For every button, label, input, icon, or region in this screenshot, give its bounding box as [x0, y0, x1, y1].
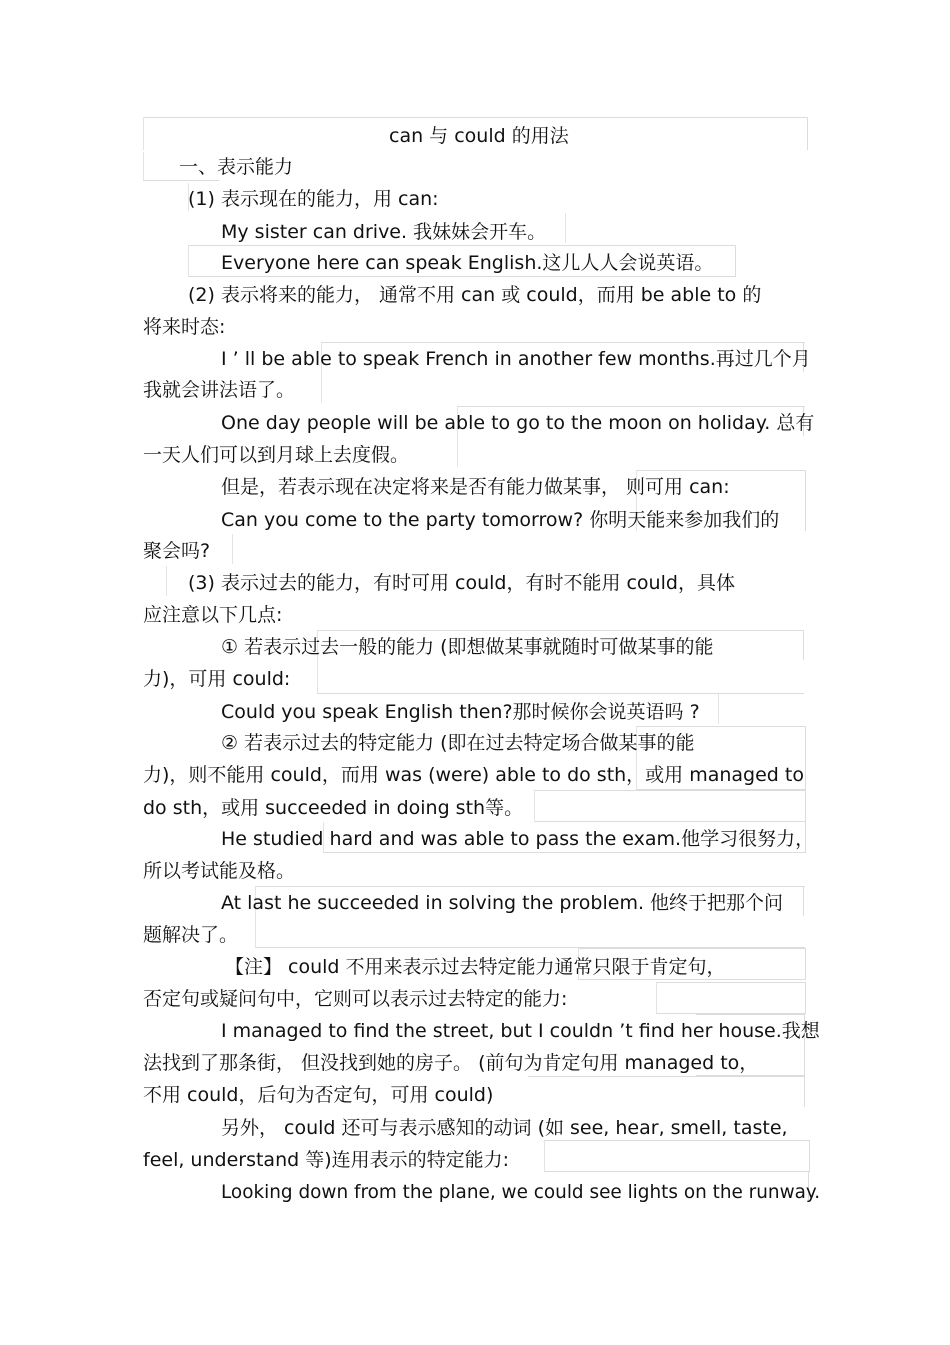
example-sentence: He studied hard and was able to pass the exam.他学习很努力， — [221, 828, 815, 850]
example-sentence: My sister can drive. 我妹妹会开车。 — [221, 221, 547, 243]
subsection-heading: (1) 表示现在的能力，用 can: — [188, 188, 439, 210]
document-title: can 与 could 的用法 — [389, 125, 569, 147]
example-sentence: Can you come to the party tomorrow? 你明天能来参加我们的 — [221, 509, 780, 531]
example-sentence: I ’ ll be able to speak French in another few months.再过几个月 — [221, 348, 811, 370]
paragraph-line: 将来时态: — [143, 316, 226, 338]
list-item: ② 若表示过去的特定能力 (即在过去特定场合做某事的能 — [221, 732, 695, 754]
paragraph-line: 我就会讲法语了。 — [143, 379, 296, 401]
frame-line — [565, 213, 566, 243]
frame-line — [718, 694, 719, 724]
subsection-heading: (2) 表示将来的能力， 通常不用 can 或 could，而用 be able to 的 — [188, 284, 762, 306]
subsection-heading: (3) 表示过去的能力，有时可用 could，有时不能用 could，具体 — [188, 572, 735, 594]
paragraph-line: 应注意以下几点: — [143, 604, 283, 626]
example-sentence: Could you speak English then?那时候你会说英语吗 ? — [221, 701, 700, 723]
paragraph-line: 不用 could，后句为否定句，可用 could) — [143, 1084, 494, 1106]
paragraph-line: 法找到了那条街， 但没找到她的房子。 (前句为肯定句用 managed to， — [143, 1052, 759, 1074]
note-line: 【注】 could 不用来表示过去特定能力通常只限于肯定句， — [225, 956, 726, 978]
frame-line — [656, 982, 806, 1014]
frame-line — [803, 886, 804, 916]
frame-line — [232, 534, 233, 564]
frame-line — [534, 790, 806, 822]
frame-line — [166, 566, 167, 596]
example-sentence: At last he succeeded in solving the problem. 他终于把那个问 — [221, 892, 784, 914]
paragraph-line: 否定句或疑问句中，它则可以表示过去特定的能力: — [143, 988, 568, 1010]
example-sentence: One day people will be able to go to the moon on holiday. 总有 — [221, 412, 815, 434]
paragraph-line: 力)，可用 could: — [143, 668, 291, 690]
example-sentence: Looking down from the plane, we could see lights on the runway. — [221, 1181, 821, 1203]
paragraph-line: 但是，若表示现在决定将来是否有能力做某事， 则可用 can: — [221, 476, 730, 498]
paragraph-line: feel, understand 等)连用表示的特定能力: — [143, 1149, 510, 1171]
example-sentence: I managed to find the street, but I couldn ’t find her house.我想 — [221, 1020, 820, 1042]
paragraph-line: 另外， could 还可与表示感知的动词 (如 see, hear, smell, taste, — [221, 1117, 788, 1139]
example-sentence: Everyone here can speak English.这儿人人会说英语。 — [221, 252, 714, 274]
paragraph-line: 一天人们可以到月球上去度假。 — [143, 444, 410, 466]
frame-line — [544, 1140, 810, 1172]
paragraph-line: 所以考试能及格。 — [143, 860, 296, 882]
paragraph-line: 聚会吗? — [143, 540, 211, 562]
paragraph-line: 题解决了。 — [143, 924, 239, 946]
frame-line — [528, 1076, 805, 1107]
section-heading: 一、表示能力 — [179, 156, 294, 178]
frame-line — [803, 630, 804, 660]
paragraph-line: 力)，则不能用 could，而用 was (were) able to do sth，或用 managed to — [143, 764, 804, 786]
list-item: ① 若表示过去一般的能力 (即想做某事就随时可做某事的能 — [221, 636, 714, 658]
paragraph-line: do sth，或用 succeeded in doing sth等。 — [143, 797, 524, 819]
